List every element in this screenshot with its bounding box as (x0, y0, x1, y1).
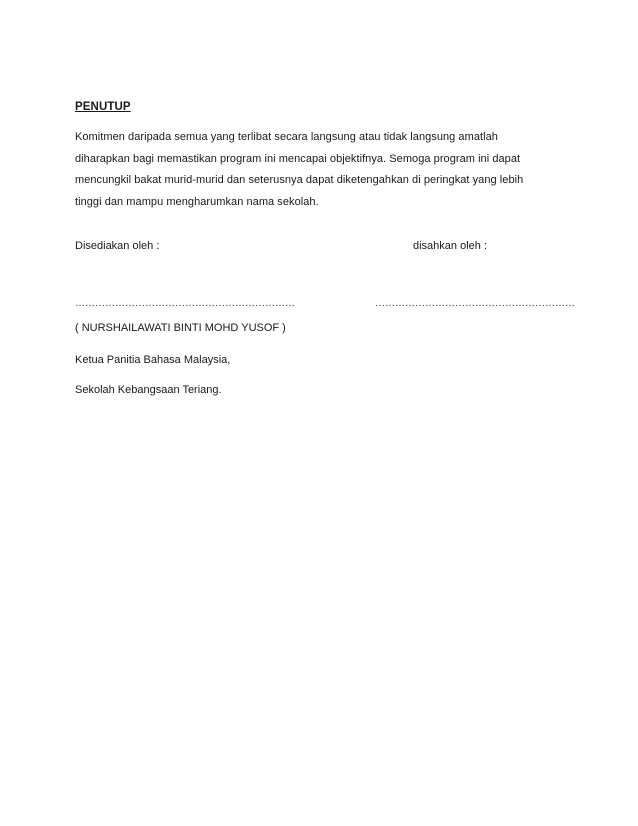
paragraph-line: mencungkil bakat murid-murid dan seterusnya dapat diketengahkan di peringkat yang lebih (75, 174, 524, 186)
prepared-by-label: Disediakan oleh : (75, 240, 160, 252)
signatory-name: ( NURSHAILAWATI BINTI MOHD YUSOF ) (75, 322, 286, 334)
signature-line-right: …………………………………………………… (375, 298, 575, 309)
signatory-school: Sekolah Kebangsaan Teriang. (75, 384, 222, 396)
approved-by-label: disahkan oleh : (413, 240, 487, 252)
section-heading: PENUTUP (75, 101, 131, 113)
signature-line-left: ………………………………………………………… (75, 298, 295, 309)
signatory-role: Ketua Panitia Bahasa Malaysia, (75, 354, 231, 366)
paragraph-line: tinggi dan mampu mengharumkan nama sekolah. (75, 195, 319, 208)
paragraph-line: Komitmen daripada semua yang terlibat secara langsung atau tidak langsung amatlah (75, 131, 498, 143)
closing-paragraph (75, 127, 565, 213)
paragraph-line: diharapkan bagi memastikan program ini mencapai objektifnya. Semoga program ini dapat (75, 152, 521, 165)
